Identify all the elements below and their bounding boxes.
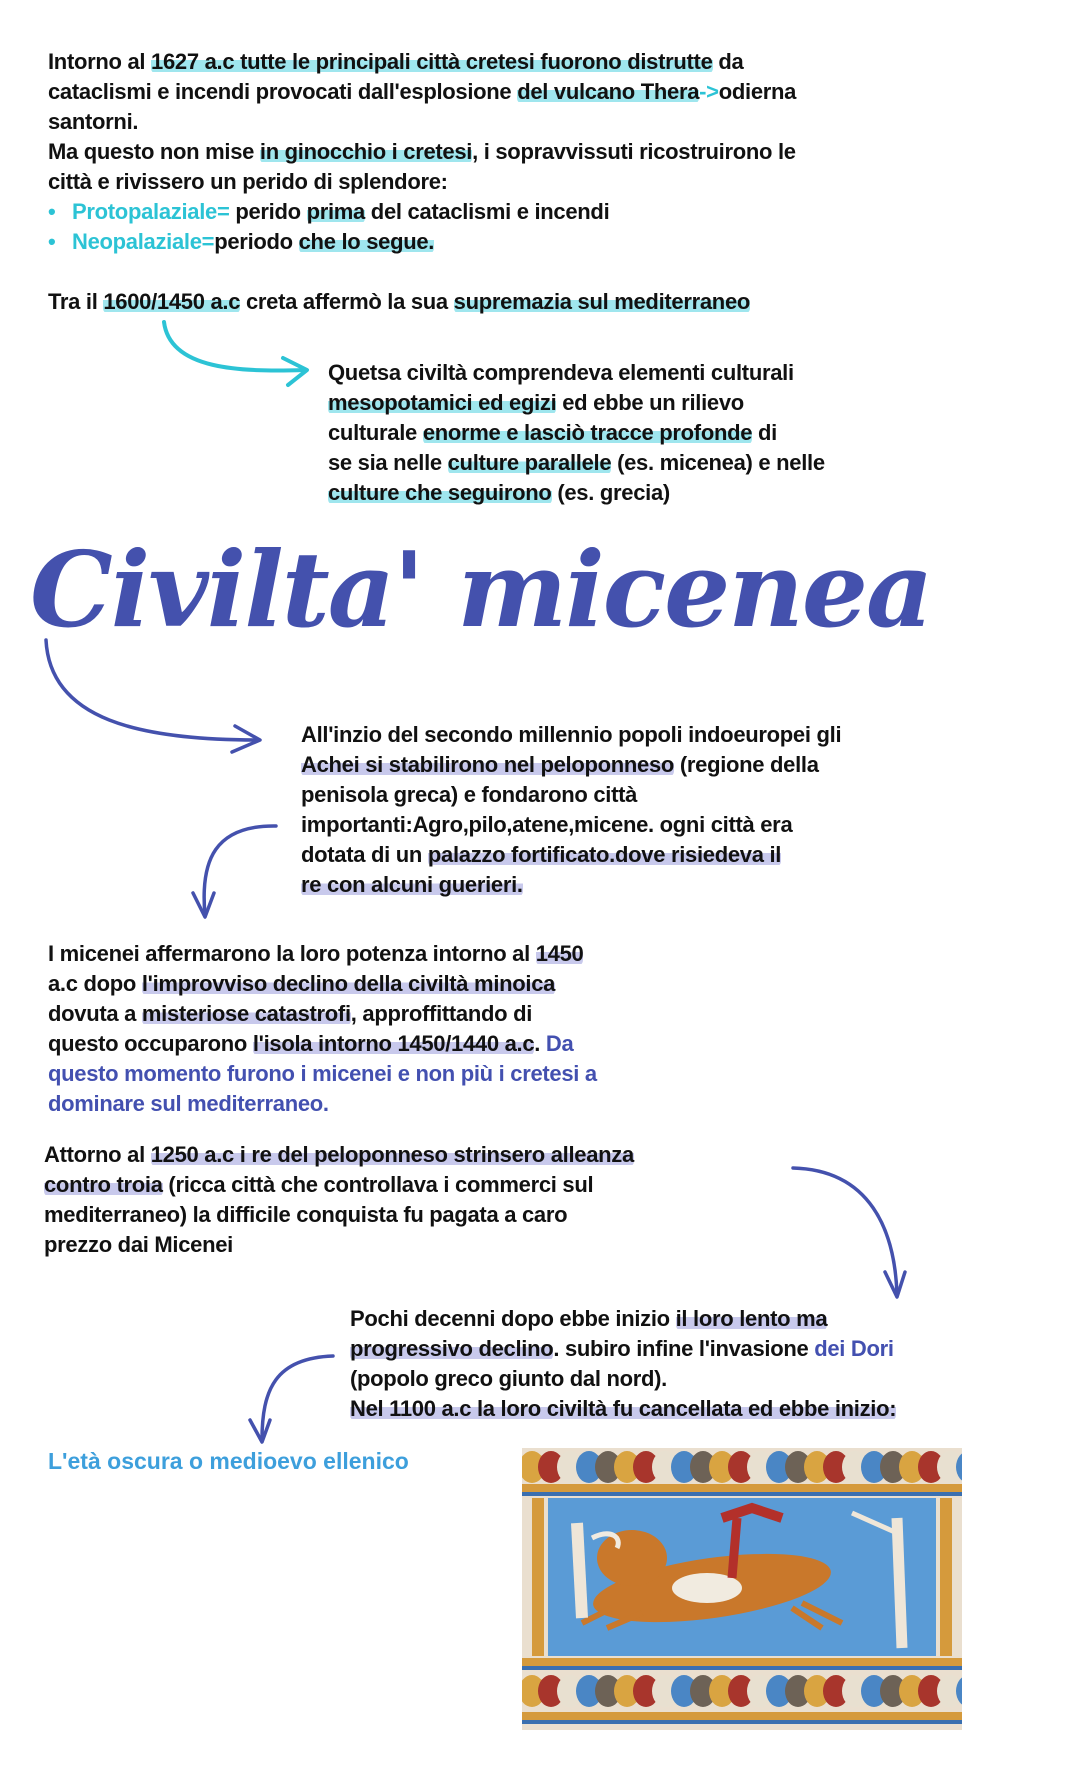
highlighted-text: palazzo fortificato.dove risiedeva il: [427, 842, 782, 867]
text-segment: .: [534, 1031, 541, 1056]
text-segment: creta affermò la sua: [240, 289, 454, 314]
text-segment: Da: [540, 1031, 574, 1056]
text-segment: . subiro infine l'invasione: [553, 1336, 815, 1361]
text-segment: penisola greca) e fondarono città: [301, 782, 638, 807]
highlighted-text: 1450: [535, 941, 584, 966]
text-segment: , approffittando di: [350, 1001, 533, 1026]
text-segment: importanti:Agro,pilo,atene,micene. ogni città era: [301, 812, 793, 837]
text-segment: Protopalaziale=: [72, 199, 230, 224]
highlighted-text: 1627 a.c tutte le principali città cretesi fuorono distrutte: [151, 49, 713, 74]
arrow-icon: [46, 640, 260, 752]
dark-age-label: L'età oscura o medioevo ellenico: [48, 1448, 409, 1474]
text-segment: Ma questo non mise: [48, 139, 260, 164]
text-segment: cataclismi e incendi provocati dall'esplosione: [48, 79, 518, 104]
text-segment: odierna: [718, 79, 797, 104]
highlighted-text: del vulcano Thera: [517, 79, 700, 104]
text-segment: santorni.: [48, 109, 139, 134]
text-segment: ed ebbe un rilievo: [556, 390, 744, 415]
text-segment: Neopalaziale=: [72, 229, 215, 254]
arrow-icon: [250, 1356, 333, 1442]
text-segment: prezzo dai Micenei: [44, 1232, 233, 1257]
text-segment: Quetsa civiltà comprendeva elementi culturali: [328, 360, 794, 385]
text-segment: perido: [229, 199, 307, 224]
text-segment: ->: [699, 79, 719, 104]
highlighted-text: culture parallele: [447, 450, 612, 475]
text-segment: città e rivissero un perido di splendore:: [48, 169, 448, 194]
text-segment: (es. grecia): [551, 480, 670, 505]
text-segment: di: [752, 420, 777, 445]
highlighted-text: 1600/1450 a.c: [103, 289, 241, 314]
highlighted-text: supremazia sul mediterraneo: [453, 289, 751, 314]
text-segment: periodo: [214, 229, 299, 254]
text-segment: (ricca città che controllava i commerci sul: [162, 1172, 594, 1197]
text-segment: questo momento furono i micenei e non più i cretesi a: [48, 1061, 597, 1086]
highlighted-text: che lo segue.: [298, 229, 435, 254]
text-segment: culturale: [328, 420, 423, 445]
arrow-icon: [164, 322, 307, 385]
text-segment: dotata di un: [301, 842, 428, 867]
highlighted-text: il loro lento ma: [675, 1306, 828, 1331]
text-segment: Attorno al: [44, 1142, 151, 1167]
text-segment: se sia nelle: [328, 450, 448, 475]
text-segment: , i sopravvissuti ricostruirono le: [472, 139, 796, 164]
section-title: Civilta' micenea: [30, 528, 932, 651]
text-segment: Tra il: [48, 289, 104, 314]
highlighted-text: Achei si stabilirono nel peloponneso: [301, 752, 675, 777]
arrow-icon: [193, 826, 276, 917]
text-segment: dovuta a: [48, 1001, 142, 1026]
bullet-point: •: [48, 199, 56, 224]
highlighted-text: l'improvviso declino della civiltà minoica: [141, 971, 556, 996]
highlighted-text: progressivo declino: [350, 1336, 554, 1361]
text-segment: da: [712, 49, 744, 74]
text-segment: All'inzio del secondo millennio popoli indoeuropei gli: [301, 722, 842, 747]
highlighted-text: mesopotamici ed egizi: [328, 390, 557, 415]
arrow-icon: [793, 1168, 905, 1297]
text-segment: a.c dopo: [48, 971, 142, 996]
highlighted-text: Nel 1100 a.c la loro civiltà fu cancellata ed ebbe inizio:: [350, 1396, 897, 1421]
highlighted-text: misteriose catastrofi: [141, 1001, 351, 1026]
text-segment: mediterraneo) la difficile conquista fu pagata a caro: [44, 1202, 568, 1227]
bull-leaping-fresco-image: [522, 1448, 962, 1730]
text-segment: dei Dori: [814, 1336, 894, 1361]
highlighted-text: contro troia: [44, 1172, 163, 1197]
text-segment: Intorno al: [48, 49, 152, 74]
bullet-point: •: [48, 229, 56, 254]
text-segment: Pochi decenni dopo ebbe inizio: [350, 1306, 676, 1331]
highlighted-text: l'isola intorno 1450/1440 a.c: [252, 1031, 535, 1056]
highlighted-text: culture che seguirono: [328, 480, 552, 505]
text-segment: (popolo greco giunto dal nord).: [350, 1366, 667, 1391]
text-segment: I micenei affermarono la loro potenza intorno al: [48, 941, 536, 966]
highlighted-text: prima: [306, 199, 365, 224]
highlighted-text: re con alcuni guerieri.: [301, 872, 523, 897]
text-segment: (regione della: [674, 752, 819, 777]
text-segment: questo occuparono: [48, 1031, 253, 1056]
text-segment: dominare sul mediterraneo.: [48, 1091, 329, 1116]
highlighted-text: in ginocchio i cretesi: [259, 139, 473, 164]
highlighted-text: enorme e lasciò tracce profonde: [422, 420, 753, 445]
text-segment: del cataclismi e incendi: [365, 199, 610, 224]
text-segment: (es. micenea) e nelle: [611, 450, 825, 475]
highlighted-text: 1250 a.c i re del peloponneso strinsero alleanza: [150, 1142, 634, 1167]
